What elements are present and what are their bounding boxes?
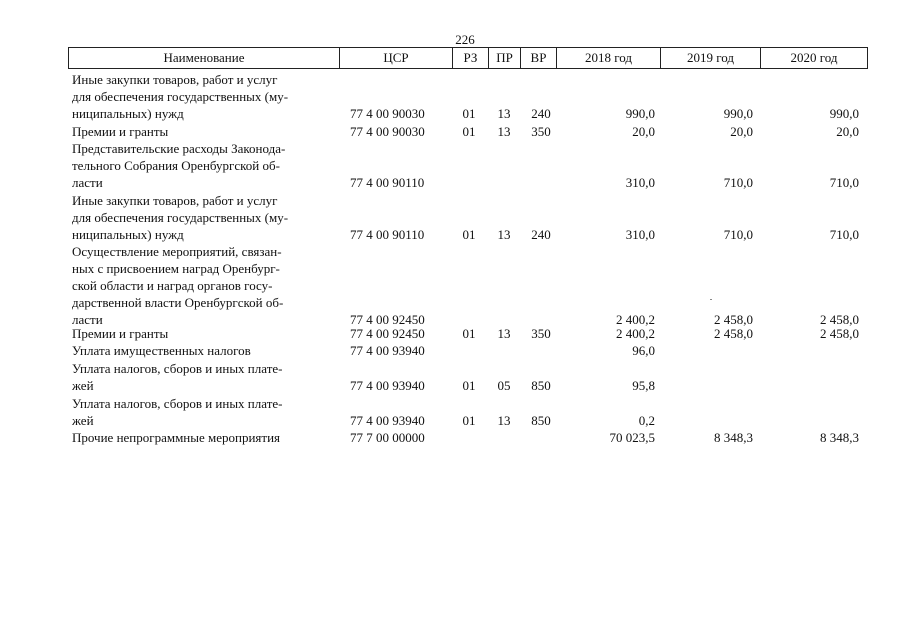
row-value-2020: 990,0 — [829, 106, 859, 121]
row-rz: 01 — [462, 378, 476, 393]
row-rz: 01 — [462, 124, 476, 139]
row-csr: 77 7 00 00000 — [350, 430, 425, 445]
row-csr: 77 4 00 92450 — [350, 326, 425, 341]
row-rz: 01 — [462, 413, 476, 428]
row-pr: 13 — [497, 106, 511, 121]
row-value-2019: 20,0 — [730, 124, 753, 139]
header-2020: 2020 год — [760, 48, 867, 68]
table-row — [72, 429, 866, 446]
row-vr: 850 — [531, 378, 551, 393]
row-value-2019: 710,0 — [723, 227, 753, 242]
row-values — [72, 123, 866, 140]
row-vr: 350 — [531, 124, 551, 139]
row-value-2020: 8 348,3 — [820, 430, 859, 445]
row-value-2018: 95,8 — [632, 378, 655, 393]
row-name: Прочие непрограммные мероприятия — [72, 430, 281, 445]
row-value-2018: 0,2 — [638, 413, 655, 428]
row-pr: 13 — [497, 124, 511, 139]
header-vr: ВР — [520, 48, 556, 68]
row-vr: 850 — [531, 413, 551, 428]
row-csr: 77 4 00 93940 — [350, 413, 425, 428]
row-value-2018: 70 023,5 — [609, 430, 655, 445]
row-values — [72, 377, 866, 394]
header-name: Наименование — [163, 50, 245, 65]
row-value-2019: 710,0 — [723, 175, 753, 190]
page-number: 226 — [455, 32, 475, 47]
table-row — [72, 395, 866, 429]
row-vr: 350 — [531, 326, 551, 341]
row-name: Иные закупки товаров, работ и услуг для обеспечения государственных (му- ниципальных) нужд — [72, 72, 289, 121]
table-row — [72, 71, 866, 122]
header-2019: 2019 год — [660, 48, 760, 68]
row-value-2020: 2 458,0 — [820, 326, 859, 341]
row-rz: 01 — [462, 106, 476, 121]
row-vr: 240 — [531, 106, 551, 121]
row-values — [72, 342, 866, 359]
table-row — [72, 192, 866, 243]
row-rz: 01 — [462, 227, 476, 242]
row-value-2020: 710,0 — [829, 227, 859, 242]
table-row — [72, 123, 866, 140]
row-value-2019: 2 458,0 — [714, 326, 753, 341]
row-value-2019: 2 458,0 — [714, 312, 753, 327]
row-value-2018: 990,0 — [625, 106, 655, 121]
row-value-2018: 20,0 — [632, 124, 655, 139]
row-csr: 77 4 00 90110 — [350, 227, 425, 242]
row-csr: 77 4 00 90030 — [350, 106, 425, 121]
row-csr: 77 4 00 90030 — [350, 124, 425, 139]
header-pr: ПР — [488, 48, 520, 68]
row-csr: 77 4 00 92450 — [350, 312, 425, 327]
table-row — [72, 342, 866, 359]
row-values — [72, 429, 866, 446]
row-csr: 77 4 00 93940 — [350, 343, 425, 358]
row-name: Премии и гранты — [72, 326, 169, 341]
row-pr: 13 — [497, 413, 511, 428]
row-value-2020: 2 458,0 — [820, 312, 859, 327]
row-name: Уплата налогов, сборов и иных плате- жей — [72, 361, 283, 393]
row-name: Иные закупки товаров, работ и услуг для обеспечения государственных (му- ниципальных) нужд — [72, 193, 289, 242]
scan-speck — [710, 299, 712, 300]
row-rz: 01 — [462, 326, 476, 341]
row-csr: 77 4 00 90110 — [350, 175, 425, 190]
table-header — [68, 47, 868, 69]
row-pr: 13 — [497, 326, 511, 341]
row-value-2018: 2 400,2 — [616, 326, 655, 341]
row-value-2019: 990,0 — [723, 106, 753, 121]
row-pr: 05 — [497, 378, 511, 393]
table-row — [72, 325, 866, 342]
row-values — [72, 105, 866, 122]
row-value-2020: 20,0 — [836, 124, 859, 139]
row-values — [72, 226, 866, 243]
header-2018: 2018 год — [556, 48, 660, 68]
row-values — [72, 325, 866, 342]
row-name: Премии и гранты — [72, 124, 169, 139]
row-value-2020: 710,0 — [829, 175, 859, 190]
row-value-2018: 96,0 — [632, 343, 655, 358]
header-rz: РЗ — [452, 48, 488, 68]
row-csr: 77 4 00 93940 — [350, 378, 425, 393]
header-csr: ЦСР — [339, 48, 452, 68]
row-values — [72, 174, 866, 191]
row-name: Уплата имущественных налогов — [72, 343, 251, 358]
row-value-2018: 2 400,2 — [616, 312, 655, 327]
row-value-2018: 310,0 — [625, 227, 655, 242]
row-value-2019: 8 348,3 — [714, 430, 753, 445]
row-name: Представительские расходы Законода- тельного Собрания Оренбургской об- ласти — [72, 141, 286, 190]
table-row — [72, 243, 866, 328]
row-name: Уплата налогов, сборов и иных плате- жей — [72, 396, 283, 428]
table-row — [72, 140, 866, 191]
row-value-2018: 310,0 — [625, 175, 655, 190]
row-values — [72, 412, 866, 429]
row-vr: 240 — [531, 227, 551, 242]
table-row — [72, 360, 866, 394]
row-name: Осуществление мероприятий, связан- ных с присвоением наград Оренбург- ской области и наград органов госу- дарственной власти Оренбургской об- ласти — [72, 244, 284, 327]
row-pr: 13 — [497, 227, 511, 242]
